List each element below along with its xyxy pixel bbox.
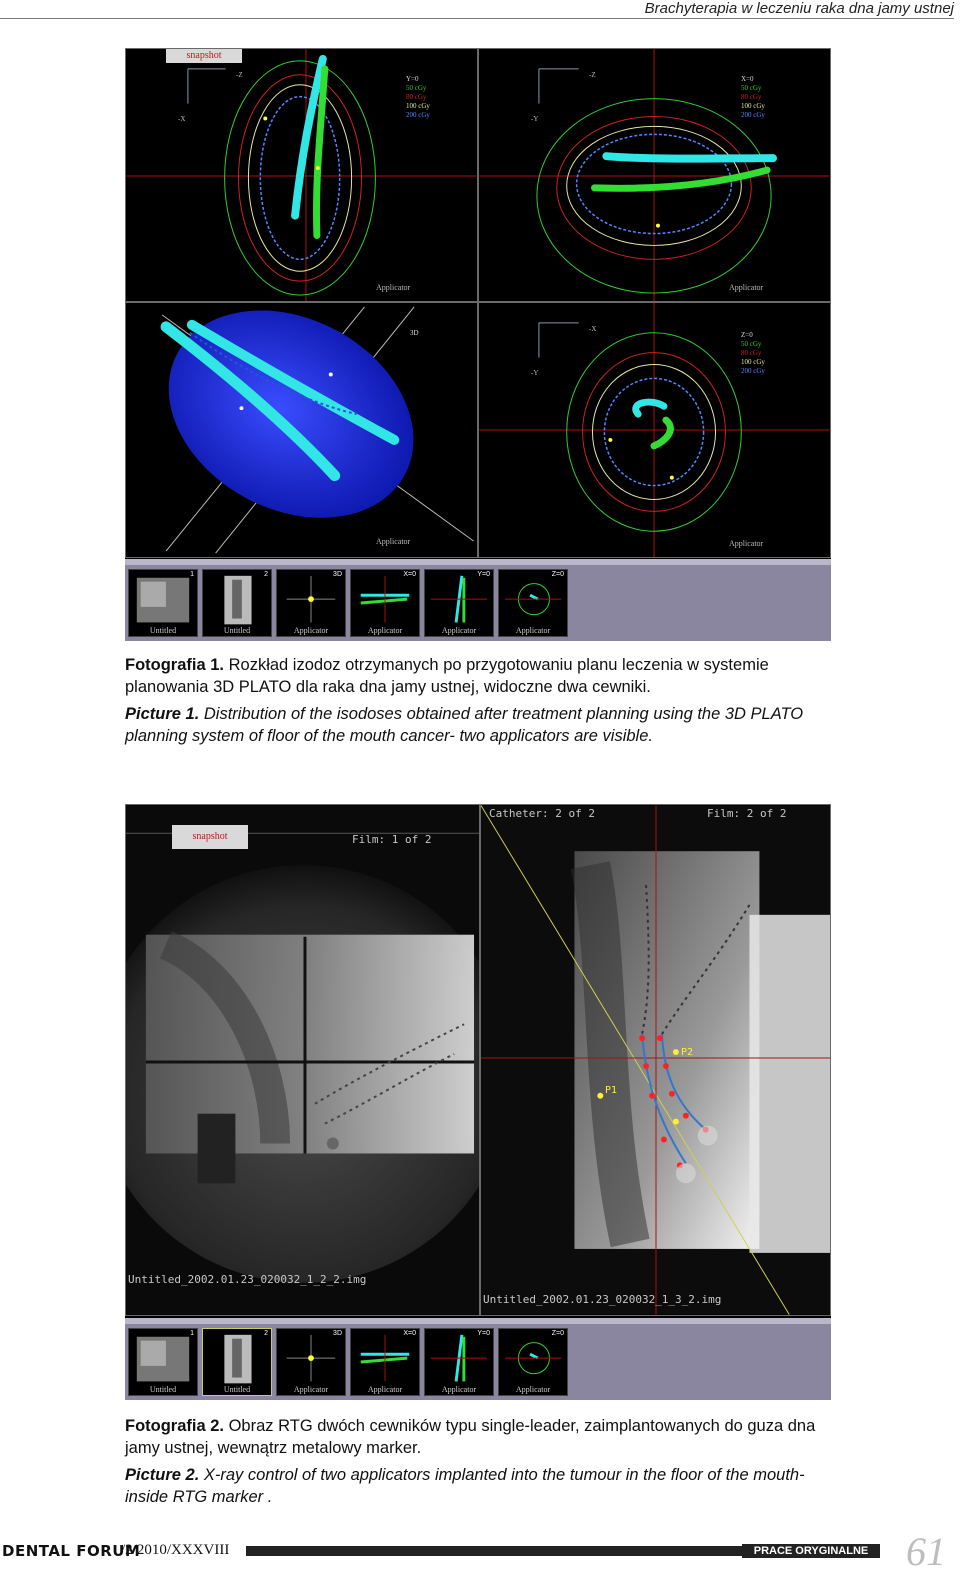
- isodose-view-z0[interactable]: [478, 302, 831, 558]
- xray-film-right[interactable]: [480, 804, 831, 1316]
- isodose-view-3d[interactable]: [125, 302, 478, 558]
- thumbnail-number: X=0: [403, 571, 416, 578]
- applicator-label: Applicator: [376, 283, 411, 292]
- journal-brand: DENTAL FORUM: [2, 1542, 141, 1560]
- thumbnail-caption: Untitled: [149, 1385, 177, 1394]
- xray-film-left[interactable]: [125, 804, 480, 1316]
- caption-text: Distribution of the isodoses obtained after treatment planning using the 3D PLATO planning system of floor of the mouth cancer- two applicators are visible.: [125, 705, 804, 745]
- catheter-counter: Catheter: 2 of 2: [489, 807, 595, 820]
- caption-text: Rozkład izodoz otrzymanych po przygotowaniu planu leczenia w systemie planowania 3D PLATO dla raka dna jamy ustnej, widoczne dwa cewniki.: [125, 656, 769, 696]
- isodose-plot-x0: [479, 49, 830, 301]
- thumbnail-number: 1: [190, 571, 194, 578]
- thumbnail-caption: Applicator: [367, 626, 403, 635]
- figure-2-caption: [125, 1415, 831, 1508]
- snapshot-button[interactable]: snapshot: [172, 825, 248, 849]
- thumbnail-strip: [125, 1318, 831, 1400]
- dose-legend: [741, 75, 765, 120]
- caption-label: Fotografia 1.: [125, 656, 225, 674]
- film-filename: Untitled_2002.01.23_020032_1_3_2.img: [483, 1293, 722, 1306]
- caption-label: Picture 1.: [125, 705, 200, 723]
- point-label-p1: P1: [605, 1085, 618, 1096]
- film-counter: Film: 2 of 2: [707, 807, 787, 820]
- xray-image-right: [481, 805, 830, 1315]
- caption-text: X-ray control of two applicators implanted into the tumour in the floor of the mouth- inside RTG marker .: [125, 1466, 805, 1506]
- dose-200-label: 200 cGy: [741, 111, 765, 119]
- axis-label: -Y: [531, 369, 539, 377]
- thumbnail-film-2[interactable]: [202, 1328, 272, 1396]
- thumbnail-caption: Applicator: [367, 1385, 403, 1394]
- caption-text: Obraz RTG dwóch cewników typu single-leader, zaimplantowanych do guza dna jamy ustnej, wewnątrz metalowy marker.: [125, 1417, 816, 1457]
- thumbnail-caption: Applicator: [515, 626, 551, 635]
- running-head: [0, 0, 954, 19]
- thumbnail-x0[interactable]: [350, 1328, 420, 1396]
- dose-100-label: 100 cGy: [741, 102, 765, 110]
- dose-80-label: 80 cGy: [406, 93, 427, 101]
- view-coordinate: X=0: [741, 75, 754, 83]
- dose-50-label: 50 cGy: [406, 84, 427, 92]
- point-label-p2: P2: [681, 1047, 694, 1058]
- thumbnail-number: 3D: [333, 1330, 342, 1337]
- axis-label: -Y: [531, 115, 539, 123]
- xray-image-left: [126, 805, 479, 1315]
- thumbnail-number: 2: [264, 1330, 268, 1337]
- thumbnail-caption: Applicator: [515, 1385, 551, 1394]
- isodose-view-x0[interactable]: [478, 48, 831, 302]
- thumbnail-number: 1: [190, 1330, 194, 1337]
- thumbnail-number: Z=0: [551, 1330, 564, 1337]
- dose-80-label: 80 cGy: [741, 93, 762, 101]
- dose-legend: [406, 75, 430, 120]
- thumbnail-z0[interactable]: [498, 569, 568, 637]
- dose-50-label: 50 cGy: [741, 340, 762, 348]
- running-head-text: Brachyterapia w leczeniu raka dna jamy ustnej: [644, 0, 954, 17]
- snapshot-button[interactable]: snapshot: [166, 49, 242, 63]
- axis-label: -X: [589, 325, 597, 333]
- thumbnail-film-2[interactable]: [202, 569, 272, 637]
- thumbnail-caption: Applicator: [293, 626, 329, 635]
- caption-polish: [125, 1415, 831, 1459]
- thumbnail-caption: Applicator: [441, 626, 477, 635]
- applicator-label: Applicator: [729, 283, 764, 292]
- figure-1-isodose-screenshot: [125, 48, 831, 641]
- thumbnail-caption: Applicator: [441, 1385, 477, 1394]
- caption-polish: [125, 654, 831, 698]
- thumbnail-3d[interactable]: [276, 1328, 346, 1396]
- dose-100-label: 100 cGy: [741, 358, 765, 366]
- thumbnail-number: 2: [264, 571, 268, 578]
- thumbnail-strip-bar: [125, 559, 831, 565]
- dose-legend: [741, 331, 765, 376]
- thumbnail-film-1[interactable]: [128, 569, 198, 637]
- thumbnail-caption: Untitled: [149, 626, 177, 635]
- thumbnail-caption: Untitled: [223, 626, 251, 635]
- thumbnail-number: X=0: [403, 1330, 416, 1337]
- page-footer: [0, 1529, 960, 1577]
- figure-1-caption: [125, 654, 831, 747]
- caption-label: Picture 2.: [125, 1466, 200, 1484]
- isodose-plot-3d: [126, 303, 477, 557]
- thumbnail-caption: Untitled: [223, 1385, 251, 1394]
- caption-english: [125, 1464, 831, 1508]
- caption-english: [125, 703, 831, 747]
- view-coordinate: Z=0: [741, 331, 753, 339]
- isodose-view-y0[interactable]: [125, 48, 478, 302]
- thumbnail-caption: Applicator: [293, 1385, 329, 1394]
- thumbnail-z0[interactable]: [498, 1328, 568, 1396]
- dose-80-label: 80 cGy: [741, 349, 762, 357]
- thumbnail-number: 3D: [333, 571, 342, 578]
- dose-100-label: 100 cGy: [406, 102, 430, 110]
- axis-label: -Z: [589, 71, 596, 79]
- thumbnail-x0[interactable]: [350, 569, 420, 637]
- journal-issue: /2/2010/XXXVIII: [121, 1542, 230, 1558]
- thumbnail-strip: [125, 559, 831, 641]
- thumbnail-film-1[interactable]: [128, 1328, 198, 1396]
- dose-200-label: 200 cGy: [741, 367, 765, 375]
- page-number: 61: [906, 1529, 946, 1574]
- thumbnail-y0[interactable]: [424, 569, 494, 637]
- dose-50-label: 50 cGy: [741, 84, 762, 92]
- dose-200-label: 200 cGy: [406, 111, 430, 119]
- film-counter: Film: 1 of 2: [352, 833, 432, 846]
- applicator-label: Applicator: [376, 537, 411, 546]
- thumbnail-y0[interactable]: [424, 1328, 494, 1396]
- view-coordinate: 3D: [410, 329, 419, 337]
- applicator-label: Applicator: [729, 539, 764, 548]
- axis-label: -X: [178, 115, 186, 123]
- thumbnail-3d[interactable]: [276, 569, 346, 637]
- view-coordinate: Y=0: [406, 75, 419, 83]
- figure-2-xray-screenshot: [125, 804, 831, 1400]
- section-label: PRACE ORYGINALNE: [742, 1544, 880, 1558]
- thumbnail-number: Y=0: [477, 571, 490, 578]
- thumbnail-number: Y=0: [477, 1330, 490, 1337]
- footer-rule: [246, 1546, 742, 1556]
- isodose-plot-z0: [479, 303, 830, 557]
- axis-label: -Z: [236, 71, 243, 79]
- thumbnail-number: Z=0: [551, 571, 564, 578]
- film-filename: Untitled_2002.01.23_020032_1_2_2.img: [128, 1273, 367, 1286]
- caption-label: Fotografia 2.: [125, 1417, 225, 1435]
- thumbnail-strip-bar: [125, 1318, 831, 1324]
